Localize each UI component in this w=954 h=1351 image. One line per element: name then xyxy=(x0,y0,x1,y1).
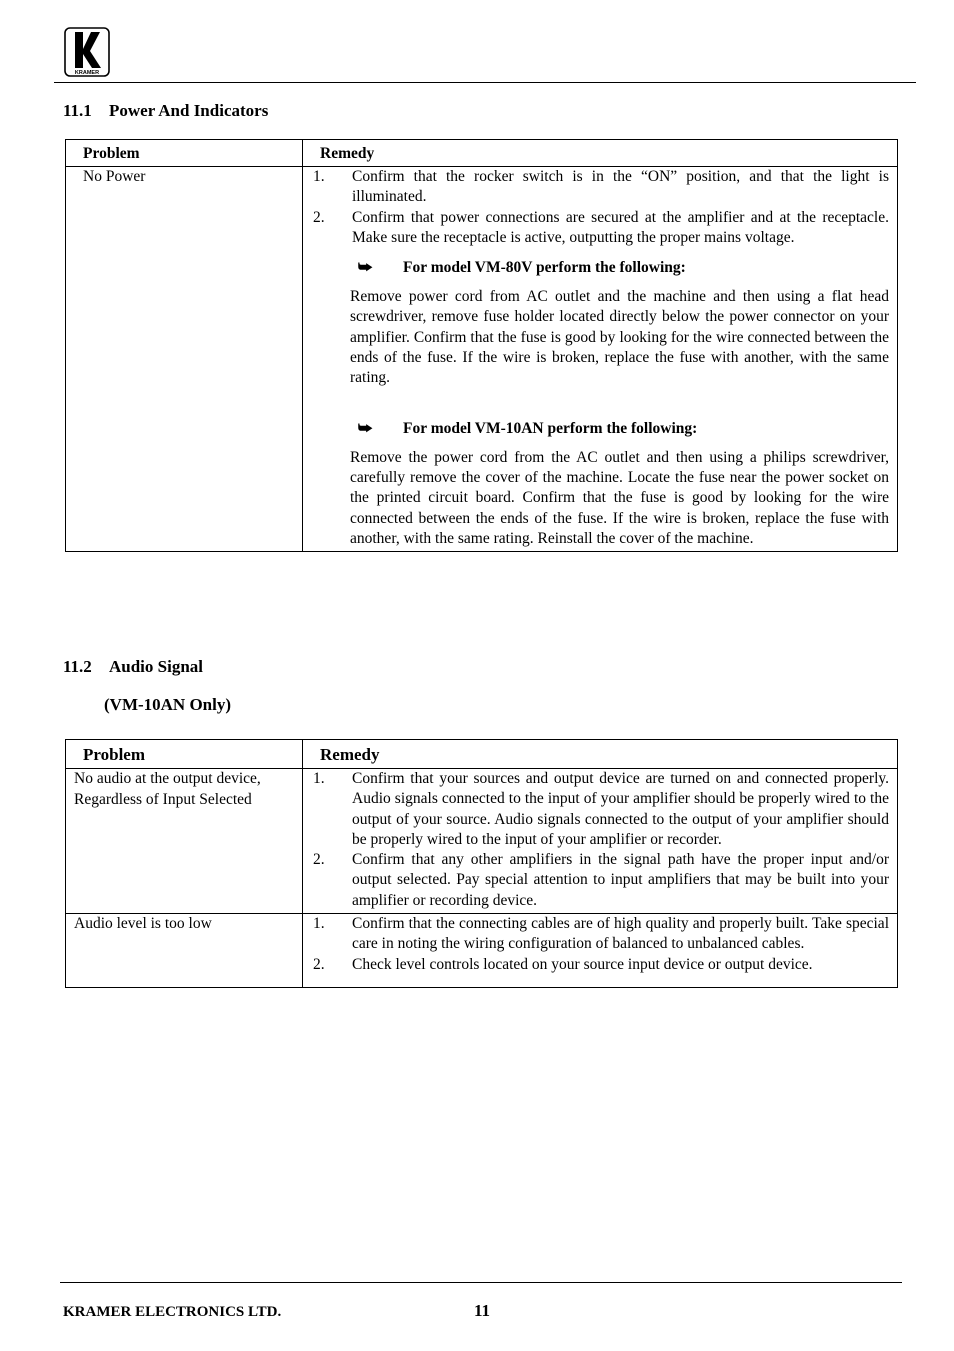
remedy-cell xyxy=(303,769,898,914)
table-header-row xyxy=(66,140,898,167)
footer-company: KRAMER ELECTRONICS LTD. xyxy=(63,1304,282,1320)
section-1-title: Power And Indicators xyxy=(109,101,269,120)
model-vm80v-instructions: Remove power cord from AC outlet and the machine and then using a flat head screwdriver, remove fuse holder located directly below the power connector on your amplifier. Confirm that the fuse is good by looking for the wire connected between the ends of the fuse. If the wire is broken, replace the fuse with another, with the same rating. xyxy=(350,288,889,387)
header-rule xyxy=(54,82,916,83)
table-row xyxy=(66,769,898,914)
remedy-cell xyxy=(303,914,898,988)
section-1-heading xyxy=(63,101,268,121)
kramer-logo xyxy=(64,27,110,77)
table-header-row xyxy=(66,740,898,769)
remedy-list xyxy=(313,167,889,248)
section-1-number: 11.1 xyxy=(63,101,92,120)
arrow-bullet-icon: ⮩ xyxy=(358,419,373,437)
power-troubleshooting-table xyxy=(65,139,898,552)
list-item: 2. Check level controls located on your source input device or output device. xyxy=(313,955,813,973)
logo-text: KRAMER xyxy=(74,70,100,76)
problem-cell: No Power xyxy=(66,167,303,552)
section-2-heading xyxy=(63,657,203,677)
model-vm10an-heading: ⮩ For model VM-10AN perform the following: xyxy=(358,419,698,437)
list-item: 1. Confirm that the rocker switch is in the “ON” position, and that the light is illuminated. xyxy=(313,168,889,206)
section-2-title: Audio Signal xyxy=(109,657,204,676)
remedy-list xyxy=(313,769,889,911)
remedy-cell xyxy=(303,167,898,552)
column-header-problem: Problem xyxy=(66,740,303,769)
list-item: 2. Confirm that any other amplifiers in the signal path have the proper input and/or output selected. Pay special attention to input amplifiers that may be built into your amplifier or recording device. xyxy=(313,851,889,909)
column-header-problem: Problem xyxy=(66,140,303,167)
problem-cell: No audio at the output device, Regardless of Input Selected xyxy=(66,769,303,914)
footer-rule xyxy=(60,1282,902,1283)
model-vm10an-instructions: Remove the power cord from the AC outlet and then using a philips screwdriver, carefully remove the cover of the machine. Locate the fuse near the power socket on the printed circuit board. Confirm that the fuse is good by looking for the wire connected between the ends of the fuse. If the wire is broken, replace the fuse with another, with the same rating. Reinstall the cover of the machine. xyxy=(350,448,889,547)
column-header-remedy: Remedy xyxy=(303,740,898,769)
list-item: 1. Confirm that your sources and output device are turned on and connected properly. Audio signals connected to the input of your amplifier should be properly wired to the output of your source. Audio signals connected to the output of your amplifier should be properly wired to the input of your amplifier or recorder. xyxy=(313,770,889,848)
audio-troubleshooting-table xyxy=(65,739,898,988)
section-2-subtitle: (VM-10AN Only) xyxy=(104,695,232,714)
list-item: 1. Confirm that the connecting cables are of high quality and properly built. Take special care in noting the wiring configuration of balanced to unbalanced cables. xyxy=(313,915,889,953)
table-row xyxy=(66,914,898,988)
model-vm80v-heading: ⮩ For model VM-80V perform the following: xyxy=(358,259,686,277)
section-2-number: 11.2 xyxy=(63,657,92,676)
remedy-list xyxy=(313,914,889,975)
page-number: 11 xyxy=(474,1301,491,1320)
arrow-bullet-icon: ⮩ xyxy=(358,259,373,277)
list-item: 2. Confirm that power connections are secured at the amplifier and at the receptacle. Make sure the receptacle is active, outputting the proper mains voltage. xyxy=(313,208,889,246)
problem-cell: Audio level is too low xyxy=(66,914,303,988)
column-header-remedy: Remedy xyxy=(303,140,898,167)
table-row xyxy=(66,167,898,552)
